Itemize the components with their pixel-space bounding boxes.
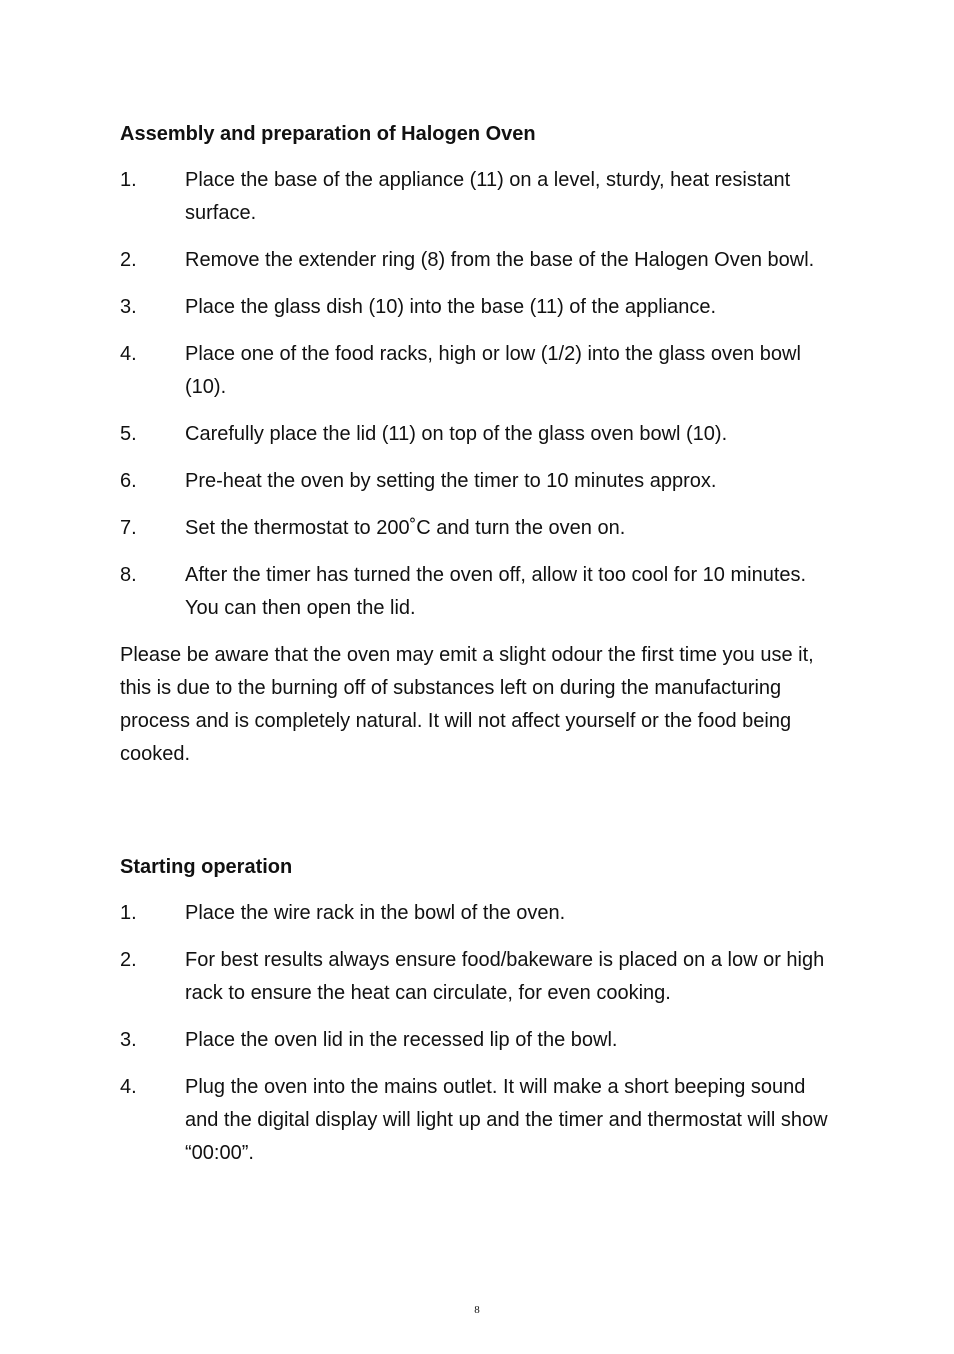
step-number: 8.: [120, 564, 137, 586]
step-number: 4.: [120, 1076, 137, 1098]
step-text: Pre-heat the oven by setting the timer to 10 minutes approx.: [185, 470, 717, 492]
step-number: 3.: [120, 1029, 137, 1051]
list-item: [120, 559, 838, 625]
page-content: [120, 118, 838, 1184]
step-number: 2.: [120, 249, 137, 271]
step-number: 7.: [120, 517, 137, 539]
list-item: [120, 291, 838, 324]
list-item: [120, 944, 838, 1010]
step-text: Place the glass dish (10) into the base (11) of the appliance.: [185, 296, 717, 318]
step-number: 4.: [120, 343, 137, 365]
step-number: 1.: [120, 902, 137, 924]
step-number: 5.: [120, 423, 137, 445]
step-number: 2.: [120, 949, 137, 971]
list-item: [120, 1071, 838, 1170]
step-text: Set the thermostat to 200˚C and turn the oven on.: [185, 517, 626, 539]
step-number: 3.: [120, 296, 137, 318]
step-text: After the timer has turned the oven off, allow it too cool for 10 minutes. You can then open the lid.: [185, 564, 807, 619]
step-text: Place the oven lid in the recessed lip of the bowl.: [185, 1029, 618, 1051]
list-item: [120, 244, 838, 277]
list-item: [120, 1024, 838, 1057]
list-item: [120, 338, 838, 404]
list-item: [120, 418, 838, 451]
list-item: [120, 897, 838, 930]
starting-operation-section: [120, 851, 838, 1170]
step-text: Carefully place the lid (11) on top of the glass oven bowl (10).: [185, 423, 728, 445]
page-number: 8: [474, 1304, 480, 1316]
assembly-steps-list: [120, 164, 838, 625]
step-text: For best results always ensure food/bakeware is placed on a low or high rack to ensure the heat can circulate, for even cooking.: [185, 949, 825, 1004]
step-text: Place the base of the appliance (11) on a level, sturdy, heat resistant surface.: [185, 169, 791, 224]
section-heading-starting-operation: Starting operation: [120, 856, 293, 878]
odour-note-paragraph: Please be aware that the oven may emit a slight odour the first time you use it, this is due to the burning off of substances left on during the manufacturing process and is completely natural. It will not affect yourself or the food being cooked.: [120, 644, 814, 765]
step-number: 1.: [120, 169, 137, 191]
step-number: 6.: [120, 470, 137, 492]
list-item: [120, 164, 838, 230]
list-item: [120, 512, 838, 545]
starting-steps-list: [120, 897, 838, 1170]
list-item: [120, 465, 838, 498]
step-text: Place one of the food racks, high or low (1/2) into the glass oven bowl (10).: [185, 343, 801, 398]
step-text: Remove the extender ring (8) from the base of the Halogen Oven bowl.: [185, 249, 815, 271]
section-heading-assembly: Assembly and preparation of Halogen Oven: [120, 123, 536, 145]
step-text: Plug the oven into the mains outlet. It will make a short beeping sound and the digital display will light up and the timer and thermostat will show “00:00”.: [185, 1076, 828, 1164]
step-text: Place the wire rack in the bowl of the oven.: [185, 902, 566, 924]
